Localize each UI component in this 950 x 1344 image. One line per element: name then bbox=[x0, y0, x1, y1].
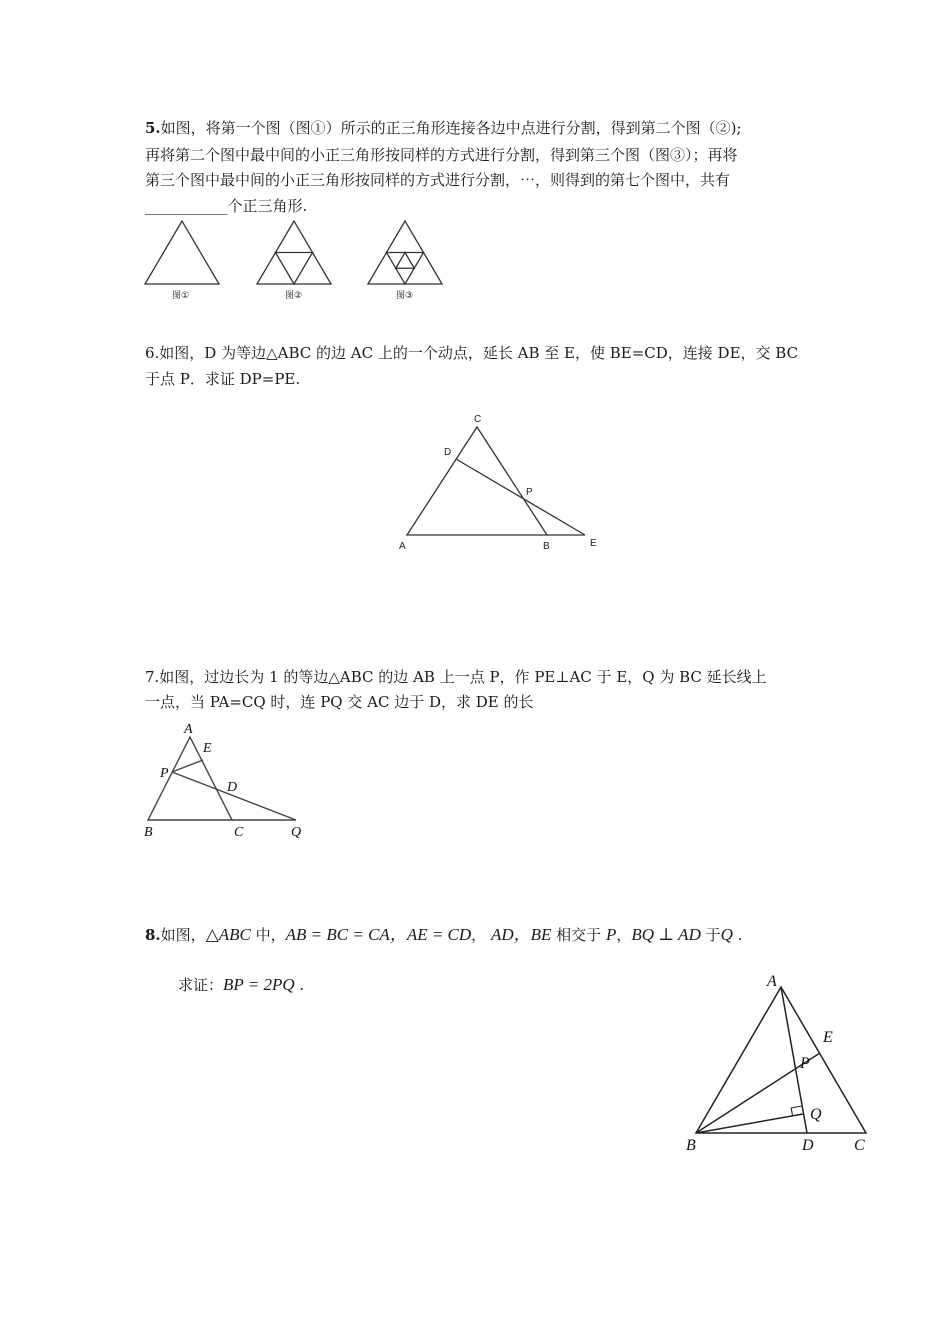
q7-label-d: D bbox=[227, 780, 238, 795]
q6-label-d: D bbox=[444, 447, 452, 458]
q6-label-p: P bbox=[526, 487, 533, 498]
q7-label-c: C bbox=[234, 825, 244, 840]
q8-number: 8. bbox=[145, 926, 161, 944]
q8-math-abc: ABC bbox=[218, 925, 251, 944]
q8-label-c: C bbox=[854, 1137, 865, 1154]
q8-math-equalities: AB = BC = CA，AE = CD bbox=[285, 925, 472, 944]
q5-text-4: 个正三角形. bbox=[227, 197, 308, 215]
q6-label-a: A bbox=[399, 541, 406, 552]
q8-math-p: P bbox=[605, 925, 617, 944]
q8-label-p: P bbox=[800, 1055, 810, 1072]
q5-number: 5. bbox=[145, 119, 161, 137]
q8-triangle-abc bbox=[696, 987, 866, 1133]
q7-label-e: E bbox=[203, 741, 212, 756]
q7-label-p: P bbox=[160, 766, 169, 781]
q8-math-ad-be: AD，BE bbox=[490, 925, 552, 944]
q8-math-q: Q bbox=[720, 925, 733, 944]
q8-label-e: E bbox=[823, 1029, 833, 1046]
fig1-caption: 图① bbox=[172, 290, 190, 300]
q7-label-b: B bbox=[144, 825, 153, 840]
q6-label-e: E bbox=[590, 538, 597, 549]
q8-text-3: ， bbox=[471, 926, 491, 944]
answer-blank: ___________ bbox=[145, 197, 228, 215]
q8-prove-math: BP = 2PQ bbox=[223, 975, 295, 994]
q5-line3: 第三个图中最中间的小正三角形按同样的方式进行分割，⋯，则得到的第七个图中，共有 bbox=[145, 171, 731, 189]
q8-text-4: 相交于 bbox=[551, 926, 606, 944]
q8-triangle-symbol: △ bbox=[205, 925, 219, 945]
q8-label-d: D bbox=[802, 1137, 814, 1154]
q8-label-q: Q bbox=[810, 1106, 822, 1123]
q8-text-2: 中， bbox=[250, 926, 286, 944]
q8-text-6: 于 bbox=[700, 926, 721, 944]
q6-line1: 6.如图，D 为等边△ABC 的边 AC 上的一个动点，延长 AB 至 E，使 BE=CD，连接 DE，交 BC bbox=[145, 344, 799, 362]
q7-label-q: Q bbox=[291, 825, 302, 840]
q8-text-1: 如图， bbox=[160, 926, 206, 944]
q8-math-perp: BQ ⊥ AD bbox=[631, 925, 701, 944]
q7-line2: 一点，当 PA=CQ 时，连 PQ 交 AC 边于 D，求 DE 的长 bbox=[145, 693, 534, 711]
q8-prove-label: 求证： bbox=[178, 976, 224, 994]
q8-label-a: A bbox=[767, 973, 777, 990]
q6-label-b: B bbox=[543, 541, 550, 552]
q5-line2: 再将第二个图中最中间的小正三角形按同样的方式进行分割，得到第三个图（图③）；再将 bbox=[145, 146, 738, 164]
q6-label-c: C bbox=[474, 414, 482, 425]
q7-line1: 7.如图，过边长为 1 的等边△ABC 的边 AB 上一点 P，作 PE⊥AC 于 E，Q 为 BC 延长线上 bbox=[145, 668, 767, 686]
q6-line2: 于点 P．求证 DP=PE. bbox=[145, 370, 301, 388]
q8-text-5: ， bbox=[616, 926, 632, 944]
q5-text-1: 如图，将第一个图（图①）所示的正三角形连接各边中点进行分割，得到第二个图（②); bbox=[160, 119, 742, 137]
q8-prove-end: . bbox=[294, 976, 305, 994]
fig2-caption: 图② bbox=[285, 290, 303, 300]
q7-label-a: A bbox=[184, 722, 193, 737]
fig3-caption: 图③ bbox=[396, 290, 414, 300]
q8-label-b: B bbox=[686, 1137, 696, 1154]
q8-text-7: . bbox=[732, 926, 743, 944]
